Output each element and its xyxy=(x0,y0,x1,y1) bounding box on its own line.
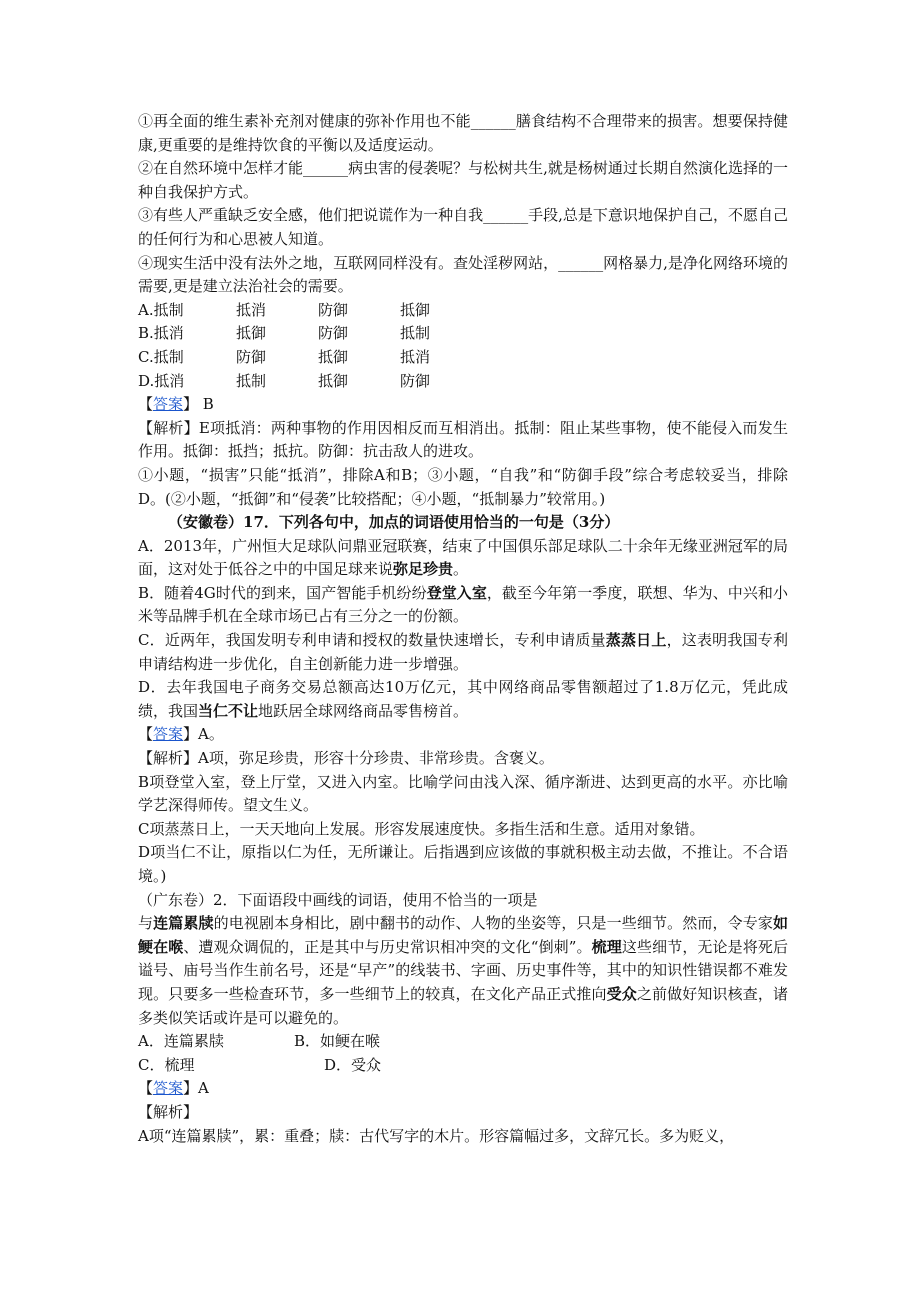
choice-c: C．近两年，我国发明专利申请和授权的数量快速增长，专利申请质量蒸蒸日上，这表明我国专利申请结构进一步优化，自主创新能力进一步增强。 xyxy=(138,631,788,673)
option-word: 防御 xyxy=(318,300,349,319)
analysis-paragraph: 【解析】A项，弥足珍贵，形容十分珍贵、非常珍贵。含褒义。 xyxy=(138,749,554,768)
passage: 与连篇累牍的电视剧本身相比，剧中翻书的动作、人物的坐姿等，只是一些细节。然而，令专家如鲠在喉、遭观众调侃的，正是其中与历史常识相冲突的文化“倒刺”。梳理这些细节，无论是将死后谥号、庙号当作生前名号，还是“早产”的线装书、字画、历史事件等，其中的知识性错误都不难发现。只要多一些检查环节，多一些细节上的较真，在文化产品正式推向受众之前做好知识核查，诸多类似笑话或许是可以避免的。 xyxy=(138,914,788,1027)
sentence-4: ④现实生活中没有法外之地，互联网同样没有。查处淫秽网站，______网格暴力,是净化网络环境的需要,更是建立法治社会的需要。 xyxy=(138,253,788,296)
choice-d: D．去年我国电子商务交易总额高达10万亿元，其中网络商品零售额超过了1.8万亿元，凭此成绩，我国当仁不让地跃居全球网络商品零售榜首。 xyxy=(138,678,788,720)
sentence-1: ①再全面的维生素补充剂对健康的弥补作用也不能______膳食结构不合理带来的损害。想要保持健康,更重要的是维持饮食的平衡以及适度运动。 xyxy=(138,112,788,154)
question-heading: （安徽卷）17．下列各句中，加点的词语使用恰当的一句是（3分） xyxy=(168,513,620,532)
sentence-3: ③有些人严重缺乏安全感，他们把说谎作为一种自我______手段,总是下意识地保护自己，不愿自己的任何行为和心思被人知道。 xyxy=(138,206,788,248)
option-label: D.抵消 xyxy=(138,371,185,390)
option-word: 抵消 xyxy=(236,300,267,319)
analysis-paragraph: B项登堂入室，登上厅堂，又进入内室。比喻学问由浅入深、循序渐进、达到更高的水平。亦比喻学艺深得师传。望文生义。 xyxy=(138,772,788,815)
option-word: 防御 xyxy=(400,371,431,390)
answer-link[interactable]: 答案 xyxy=(153,725,184,744)
dotted-word: 登堂入室 xyxy=(426,583,487,602)
option-label: A.抵制 xyxy=(138,300,184,319)
option-row-b xyxy=(138,322,788,346)
analysis-paragraph: A项“连篇累牍”，累：重叠；牍：古代写字的木片。形容篇幅过多，文辞冗长。多为贬义， xyxy=(138,1126,735,1145)
option-d: D．受众 xyxy=(324,1055,382,1074)
option-row xyxy=(138,1054,788,1078)
analysis-paragraph: C项蒸蒸日上，一天天地向上发展。形容发展速度快。多指生活和生意。适用对象错。 xyxy=(138,819,705,838)
document-page xyxy=(138,110,788,1148)
option-c: C．梳理 xyxy=(138,1055,195,1074)
option-word: 抵制 xyxy=(400,324,431,343)
option-a: A．连篇累牍 xyxy=(138,1032,224,1051)
option-word: 抵制 xyxy=(236,371,267,390)
answer-link[interactable]: 答案 xyxy=(153,1079,184,1098)
option-row xyxy=(138,1030,788,1054)
option-word: 抵御 xyxy=(318,347,349,366)
answer-link[interactable]: 答案 xyxy=(153,395,184,414)
sentence-2: ②在自然环境中怎样才能______病虫害的侵袭呢？与松树共生,就是杨树通过长期自然演化选择的一种自我保护方式。 xyxy=(138,159,788,201)
dotted-word: 弥足珍贵 xyxy=(393,560,454,579)
dotted-word: 蒸蒸日上 xyxy=(605,631,667,650)
option-word: 抵御 xyxy=(236,324,267,343)
analysis-paragraph: ①小题，“损害”只能“抵消”，排除A和B；③小题，“自我”和“防御手段”综合考虑较妥当，排除D。(②小题，“抵御”和“侵袭”比较搭配；④小题，“抵制暴力”较常用。) xyxy=(138,465,788,508)
answer-line: 【答案】 B xyxy=(138,395,214,414)
analysis-heading: 【解析】 xyxy=(138,1102,199,1121)
option-label: C.抵制 xyxy=(138,347,184,366)
option-b: B．如鲠在喉 xyxy=(294,1032,381,1051)
underlined-word: 梳理 xyxy=(591,937,622,956)
question-heading: （广东卷）2．下面语段中画线的词语，使用不恰当的一项是 xyxy=(138,890,538,909)
option-word: 抵御 xyxy=(318,371,349,390)
choice-b: B．随着4G时代的到来，国产智能手机纷纷登堂入室，截至今年第一季度，联想、华为、中兴和小米等品牌手机在全球市场已占有三分之一的份额。 xyxy=(138,583,788,626)
option-row-a xyxy=(138,299,788,323)
option-word: 抵御 xyxy=(400,300,431,319)
option-row-d xyxy=(138,370,788,394)
option-row-c xyxy=(138,346,788,370)
option-word: 防御 xyxy=(318,324,349,343)
answer-line: 【答案】A xyxy=(138,1079,209,1098)
option-word: 抵消 xyxy=(400,347,431,366)
underlined-word: 连篇累牍 xyxy=(153,914,214,933)
analysis-paragraph: 【解析】E项抵消：两种事物的作用因相反而互相消出。抵制：阻止某些事物，使不能侵入而发生作用。抵御：抵挡；抵抗。防御：抗击敌人的进攻。 xyxy=(138,418,788,461)
dotted-word: 当仁不让 xyxy=(198,701,259,720)
analysis-paragraph: D项当仁不让，原指以仁为任，无所谦让。后指遇到应该做的事就积极主动去做，不推让。不合语境。) xyxy=(138,843,788,885)
underlined-word: 如鲠在喉 xyxy=(138,914,788,956)
underlined-word: 受众 xyxy=(606,984,637,1003)
answer-line: 【答案】A。 xyxy=(138,725,224,744)
choice-a: A．2013年，广州恒大足球队问鼎亚冠联赛，结束了中国俱乐部足球队二十余年无缘亚洲冠军的局面，这对处于低谷之中的中国足球来说弥足珍贵。 xyxy=(138,536,788,579)
option-word: 防御 xyxy=(236,347,267,366)
option-label: B.抵消 xyxy=(138,324,184,343)
